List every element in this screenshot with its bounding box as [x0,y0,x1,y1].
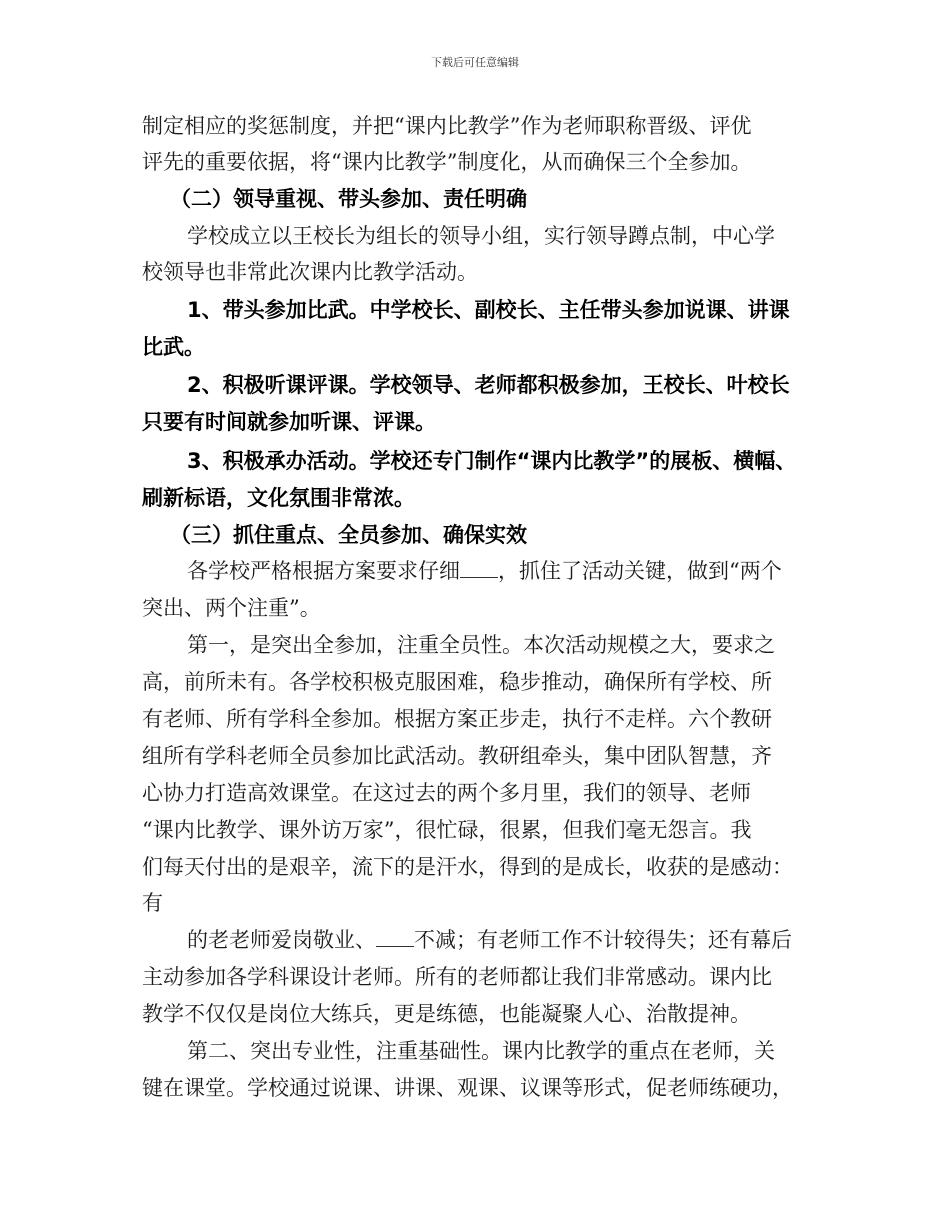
bold-paragraph-line: 只要有时间就参加听课、评课。 [142,410,436,434]
paragraph-line: 有老师、所有学科全参加。根据方案正步走，执行不走样。六个教研 [142,707,772,731]
line-text: 各学校严格根据方案要求仔细 [187,559,460,583]
bold-paragraph-line: 比武。 [142,335,205,359]
paragraph-line [187,557,782,585]
line-text: 不减；有老师工作不计较得失；还有幕后 [414,928,792,952]
paragraph-line: 第一，是突出全参加，注重全员性。本次活动规模之大，要求之 [187,633,775,657]
paragraph-line: 有 [142,891,163,915]
bold-paragraph-line: 3、积极承办活动。学校还专门制作“课内比教学”的展板、横幅、 [187,449,797,473]
bold-paragraph-line: 2、积极听课评课。学校领导、老师都积极参加，王校长、叶校长 [187,373,790,397]
bold-paragraph-line: 1、带头参加比武。中学校长、副校长、主任带头参加说课、讲课 [187,298,790,322]
paragraph-line: 评先的重要依据，将“课内比教学”制度化，从而确保三个全参加。 [142,150,752,174]
paragraph-line: 学校成立以王校长为组长的领导小组，实行领导蹲点制，中心学 [187,224,775,248]
paragraph-line: 们每天付出的是艰辛，流下的是汗水，得到的是成长，收获的是感动： [142,855,793,879]
paragraph-line: 校领导也非常此次课内比教学活动。 [142,260,478,284]
page-header: 下载后可任意编辑 [431,56,519,69]
section-heading: （三）抓住重点、全员参加、确保实效 [170,523,527,547]
paragraph-line: 第二、突出专业性，注重基础性。课内比教学的重点在老师，关 [187,1039,775,1063]
line-text: ，抓住了活动关键，做到“两个 [498,559,782,583]
paragraph-line: “课内比教学、课外访万家”，很忙碌，很累，但我们毫无怨言。我 [142,818,752,842]
paragraph-line: 组所有学科老师全员参加比武活动。教研组牵头，集中团队智慧，齐 [142,744,772,768]
paragraph-line: 键在课堂。学校通过说课、讲课、观课、议课等形式，促老师练硬功， [142,1076,793,1100]
paragraph-line [187,926,792,954]
section-heading: （二）领导重视、带头参加、责任明确 [170,187,527,211]
paragraph-line: 突出、两个注重”。 [142,596,321,620]
line-text: 的老老师爱岗敬业、 [187,928,376,952]
bold-paragraph-line: 刷新标语，文化氛围非常浓。 [142,486,415,510]
paragraph-line: 心协力打造高效课堂。在这过去的两个多月里，我们的领导、老师 [142,781,751,805]
blank-underline [460,559,498,578]
blank-underline [376,928,414,947]
paragraph-line: 制定相应的奖惩制度，并把“课内比教学”作为老师职称晋级、评优 [142,114,752,138]
paragraph-line: 教学不仅仅是岗位大练兵，更是练德，也能凝聚人心、治散提神。 [142,1002,751,1026]
paragraph-line: 主动参加各学科课设计老师。所有的老师都让我们非常感动。课内比 [142,965,772,989]
paragraph-line: 高，前所未有。各学校积极克服困难，稳步推动，确保所有学校、所 [142,670,772,694]
